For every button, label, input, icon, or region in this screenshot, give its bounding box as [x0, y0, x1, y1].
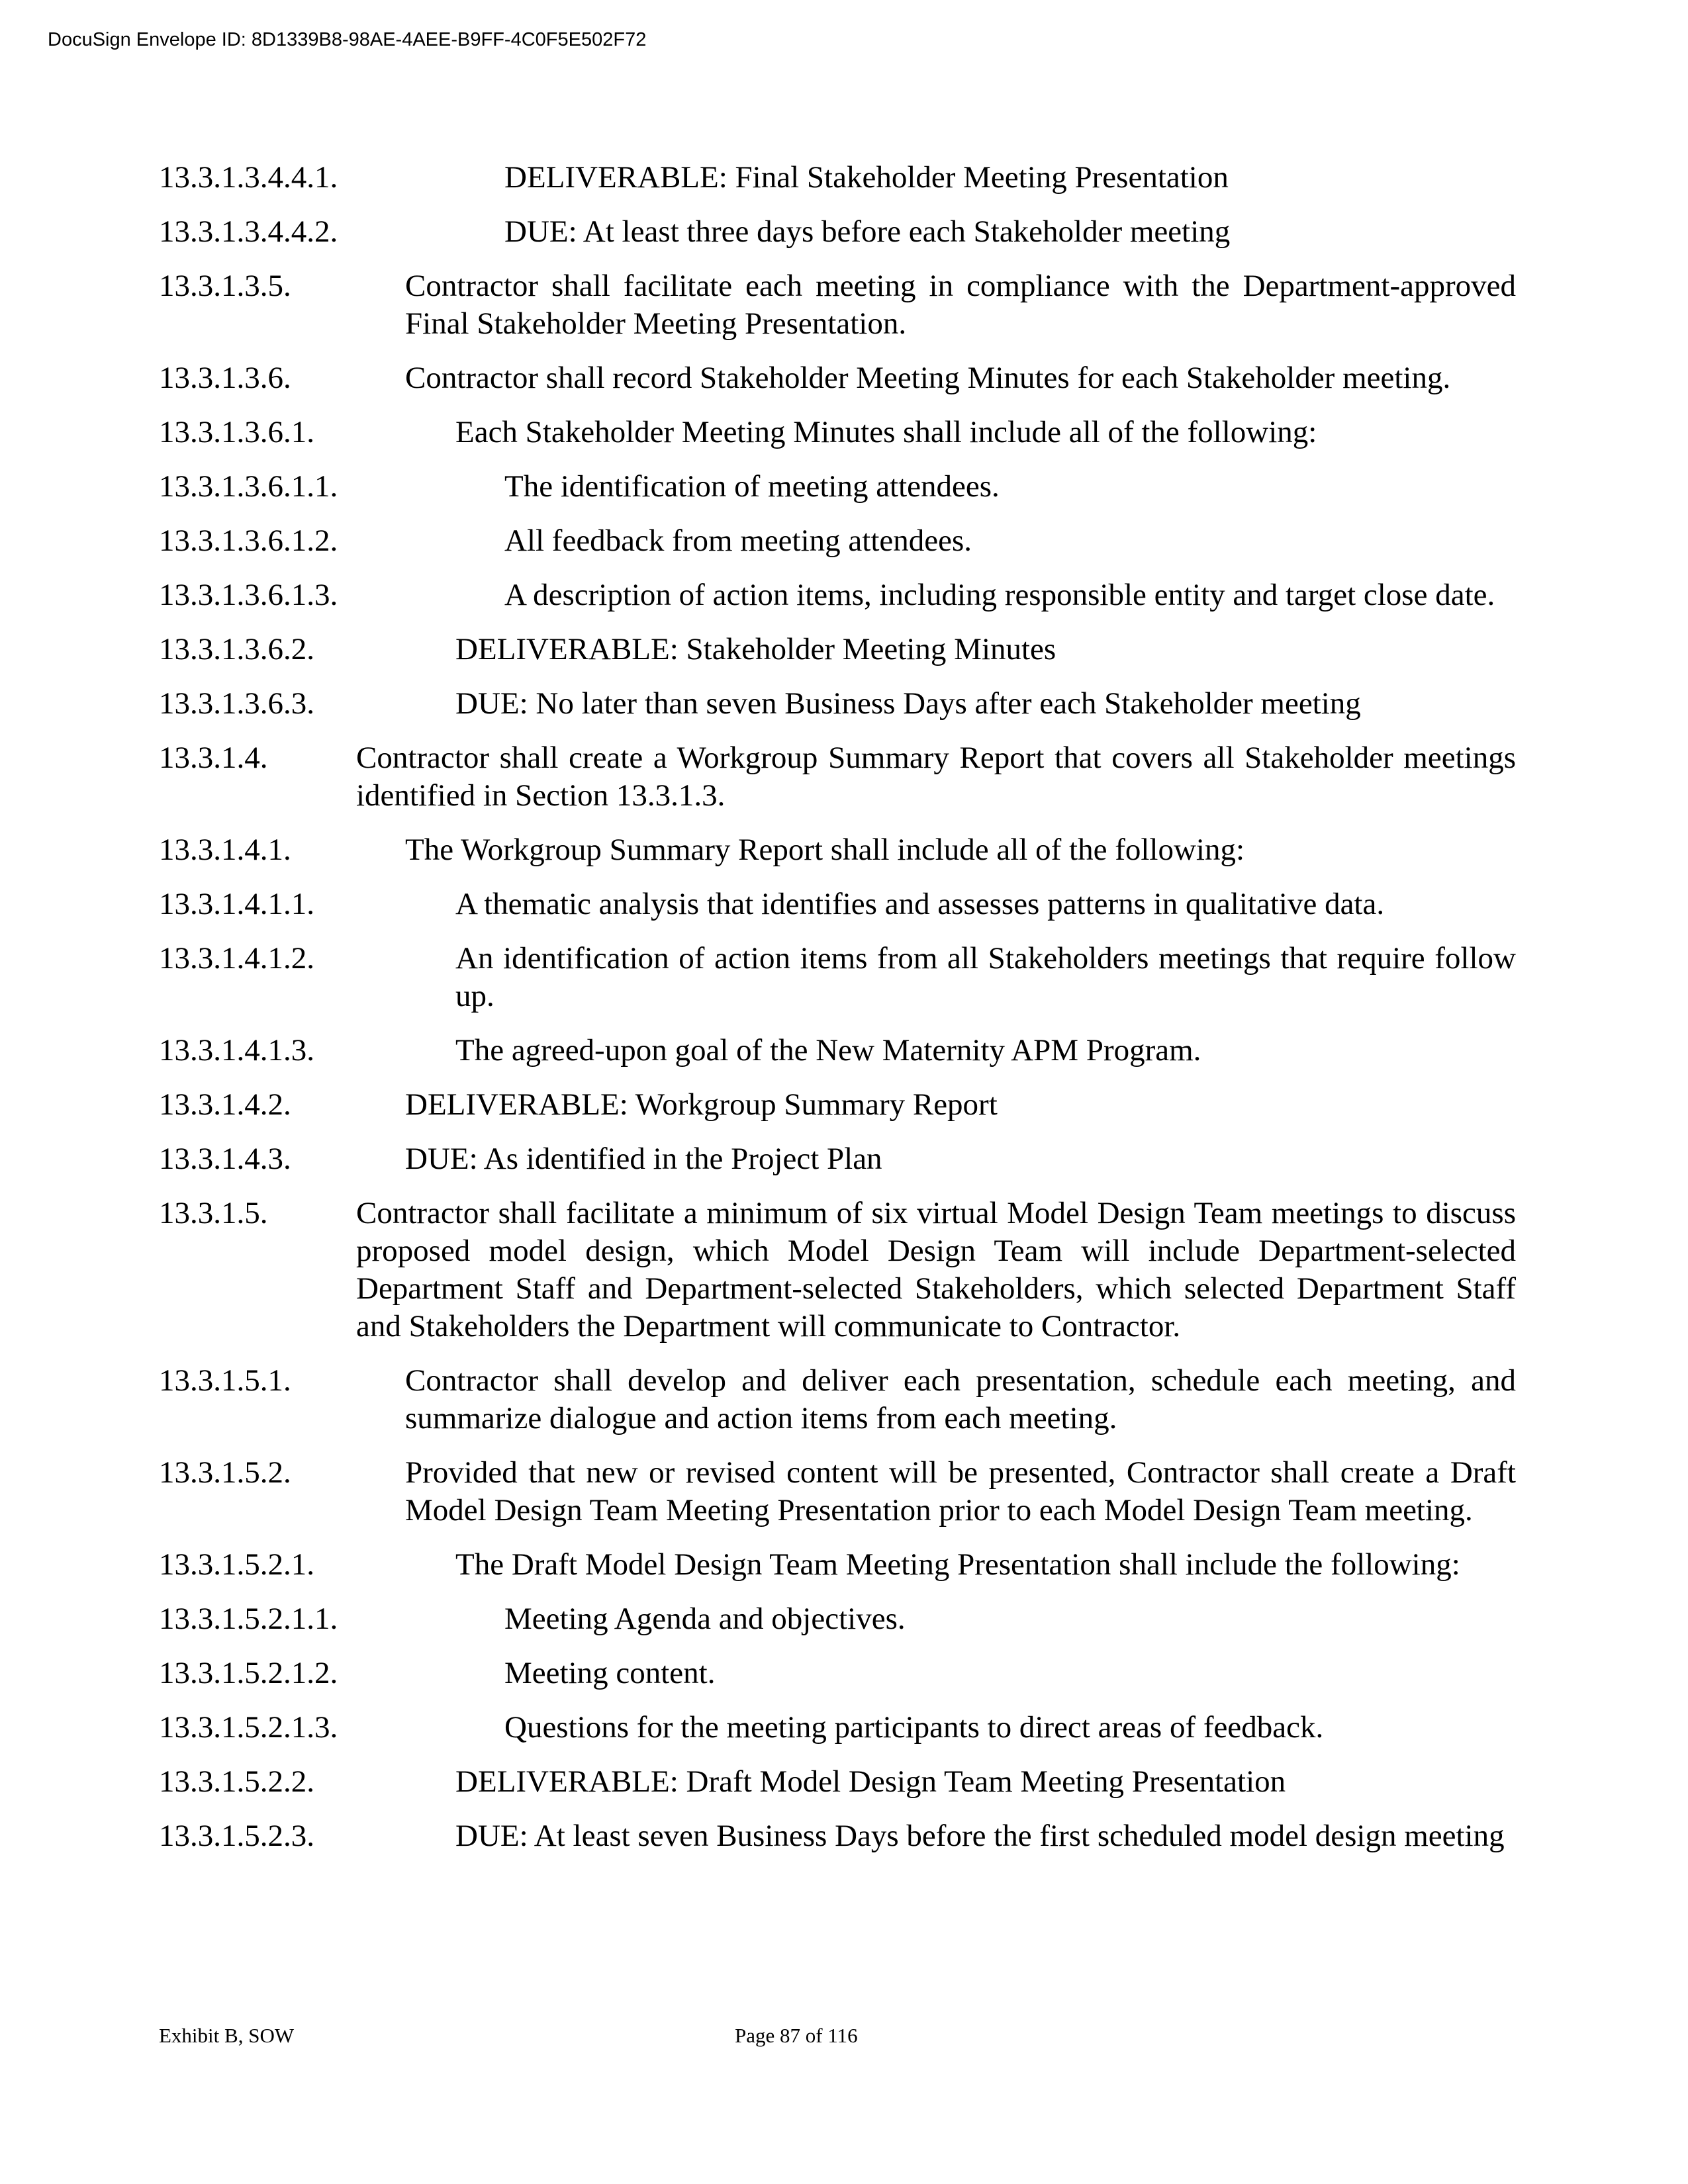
- clause-text: A thematic analysis that identifies and assesses patterns in qualitative data.: [455, 887, 1385, 921]
- clause-text: DUE: No later than seven Business Days after each Stakeholder meeting: [455, 686, 1361, 721]
- clause-item: [159, 1032, 1516, 1069]
- clause-text: DUE: As identified in the Project Plan: [405, 1142, 882, 1176]
- clause-item: [159, 359, 1516, 397]
- clause-text: The Draft Model Design Team Meeting Presentation shall include the following:: [455, 1547, 1460, 1582]
- clause-item: [159, 1362, 1516, 1437]
- clause-number: 13.3.1.3.6.2.: [159, 632, 314, 666]
- clause-number: 13.3.1.3.6.1.1.: [159, 469, 338, 504]
- clause-text: An identification of action items from all Stakeholders meetings that require follow up.: [455, 941, 1516, 1013]
- clause-number: 13.3.1.4.1.: [159, 833, 291, 867]
- clause-item: [159, 1709, 1516, 1747]
- clause-item: [159, 1546, 1516, 1584]
- clause-number: 13.3.1.3.6.1.2.: [159, 523, 338, 558]
- clause-text: Contractor shall develop and deliver each presentation, schedule each meeting, and summarize dialogue and action items from each meeting.: [405, 1363, 1516, 1435]
- clause-text: DELIVERABLE: Final Stakeholder Meeting Presentation: [504, 160, 1229, 195]
- clause-text: Contractor shall create a Workgroup Summary Report that covers all Stakeholder meetings identified in Section 13.3.1.3.: [356, 741, 1516, 813]
- clause-text: Meeting content.: [504, 1656, 716, 1690]
- clause-item: [159, 1817, 1516, 1855]
- clause-number: 13.3.1.3.4.4.2.: [159, 214, 338, 249]
- clause-text: DELIVERABLE: Draft Model Design Team Meeting Presentation: [455, 1764, 1286, 1799]
- document-body: [159, 159, 1516, 1872]
- clause-item: [159, 685, 1516, 723]
- clause-text: DUE: At least three days before each Stakeholder meeting: [504, 214, 1231, 249]
- clause-item: [159, 159, 1516, 197]
- clause-text: Meeting Agenda and objectives.: [504, 1602, 906, 1636]
- clause-text: A description of action items, including responsible entity and target close date.: [504, 578, 1495, 612]
- clause-item: [159, 576, 1516, 614]
- clause-text: DUE: At least seven Business Days before the first scheduled model design meeting: [455, 1819, 1505, 1853]
- clause-number: 13.3.1.3.4.4.1.: [159, 160, 338, 195]
- clause-number: 13.3.1.3.5.: [159, 269, 291, 303]
- clause-item: [159, 414, 1516, 451]
- clause-text: DELIVERABLE: Workgroup Summary Report: [405, 1087, 998, 1122]
- clause-number: 13.3.1.5.: [159, 1196, 268, 1230]
- clause-number: 13.3.1.4.3.: [159, 1142, 291, 1176]
- clause-text: DELIVERABLE: Stakeholder Meeting Minutes: [455, 632, 1056, 666]
- clause-text: Provided that new or revised content will be presented, Contractor shall create a Draft Model Design Team Meeting Presentation prior to each Model Design Team meeting.: [405, 1455, 1516, 1527]
- clause-number: 13.3.1.4.1.2.: [159, 941, 314, 976]
- clause-number: 13.3.1.5.2.1.: [159, 1547, 314, 1582]
- clause-text: The agreed-upon goal of the New Maternity APM Program.: [455, 1033, 1201, 1068]
- clause-number: 13.3.1.5.2.2.: [159, 1764, 314, 1799]
- clause-item: [159, 1763, 1516, 1801]
- clause-text: The identification of meeting attendees.: [504, 469, 1000, 504]
- footer-page-number: Page 87 of 116: [735, 2024, 858, 2047]
- clause-text: Each Stakeholder Meeting Minutes shall include all of the following:: [455, 415, 1317, 449]
- clause-item: [159, 1195, 1516, 1345]
- clause-item: [159, 468, 1516, 506]
- clause-text: All feedback from meeting attendees.: [504, 523, 972, 558]
- clause-item: [159, 1454, 1516, 1529]
- clause-item: [159, 213, 1516, 251]
- clause-item: [159, 940, 1516, 1015]
- docusign-envelope-id: DocuSign Envelope ID: 8D1339B8-98AE-4AEE-B9FF-4C0F5E502F72: [48, 29, 647, 50]
- clause-number: 13.3.1.5.1.: [159, 1363, 291, 1398]
- clause-text: Contractor shall facilitate each meeting in compliance with the Department-approved Final Stakeholder Meeting Presentation.: [405, 269, 1516, 341]
- clause-number: 13.3.1.3.6.: [159, 361, 291, 395]
- footer-exhibit-label: Exhibit B, SOW: [159, 2024, 295, 2047]
- clause-number: 13.3.1.3.6.1.: [159, 415, 314, 449]
- clause-number: 13.3.1.3.6.3.: [159, 686, 314, 721]
- clause-text: Contractor shall record Stakeholder Meeting Minutes for each Stakeholder meeting.: [405, 361, 1451, 395]
- clause-item: [159, 1655, 1516, 1692]
- clause-item: [159, 522, 1516, 560]
- clause-number: 13.3.1.5.2.1.3.: [159, 1710, 338, 1745]
- clause-number: 13.3.1.4.: [159, 741, 268, 775]
- clause-item: [159, 831, 1516, 869]
- clause-item: [159, 631, 1516, 668]
- clause-text: Questions for the meeting participants to direct areas of feedback.: [504, 1710, 1324, 1745]
- clause-item: [159, 739, 1516, 815]
- clause-item: [159, 1086, 1516, 1124]
- clause-item: [159, 1600, 1516, 1638]
- clause-text: The Workgroup Summary Report shall include all of the following:: [405, 833, 1245, 867]
- clause-number: 13.3.1.3.6.1.3.: [159, 578, 338, 612]
- clause-number: 13.3.1.4.1.1.: [159, 887, 314, 921]
- clause-item: [159, 1140, 1516, 1178]
- clause-number: 13.3.1.4.2.: [159, 1087, 291, 1122]
- clause-number: 13.3.1.5.2.1.2.: [159, 1656, 338, 1690]
- clause-item: [159, 886, 1516, 923]
- clause-number: 13.3.1.5.2.: [159, 1455, 291, 1490]
- clause-item: [159, 267, 1516, 343]
- clause-number: 13.3.1.5.2.1.1.: [159, 1602, 338, 1636]
- clause-number: 13.3.1.4.1.3.: [159, 1033, 314, 1068]
- clause-text: Contractor shall facilitate a minimum of six virtual Model Design Team meetings to discuss proposed model design, which Model Design Team will include Department-selected Department Staff and Department-selected Stakeholders, which selected Department Staff and Stakeholders the Department will communicate to Contractor.: [356, 1196, 1516, 1343]
- clause-number: 13.3.1.5.2.3.: [159, 1819, 314, 1853]
